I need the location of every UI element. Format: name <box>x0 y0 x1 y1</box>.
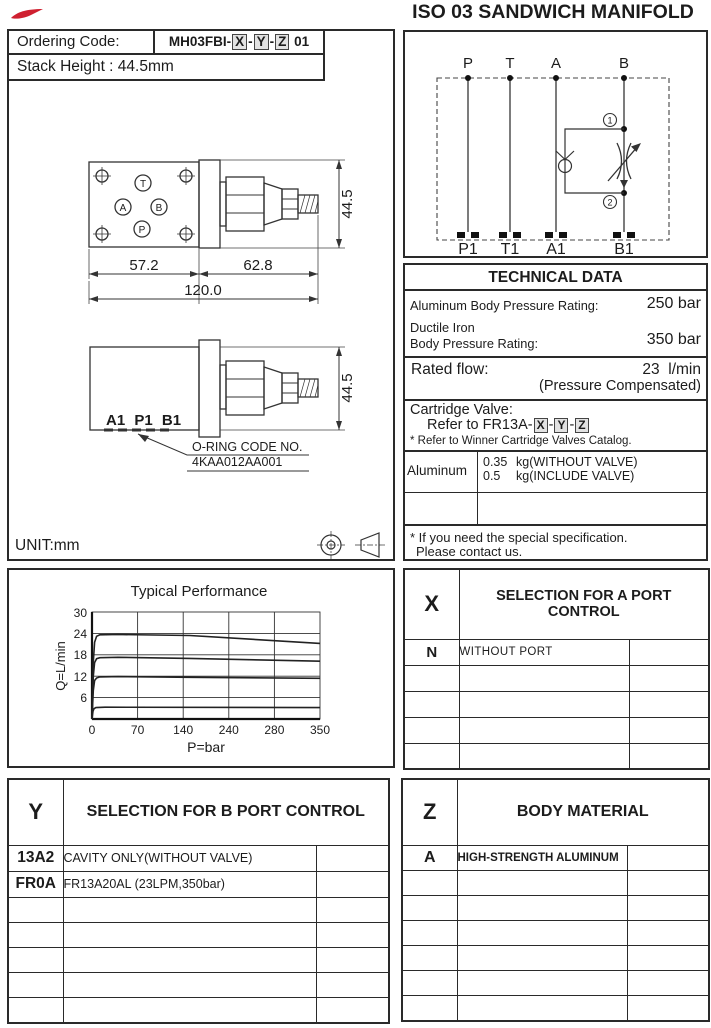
empty-cell <box>402 870 457 895</box>
xtick-70: 70 <box>130 723 145 737</box>
ytick-18: 18 <box>73 648 87 662</box>
sch-port-a: A <box>550 55 562 72</box>
empty-cell <box>316 998 389 1023</box>
stack-height-label: Stack Height : 44.5mm <box>9 55 325 81</box>
y-selection-table <box>7 778 390 1024</box>
performance-chart-panel <box>7 568 395 768</box>
empty-cell <box>629 665 709 691</box>
table-row <box>404 717 709 743</box>
chart-series-series-4 <box>92 707 320 719</box>
ref-dash1: - <box>548 417 554 433</box>
y-row-code: 13A2 <box>8 845 63 871</box>
table-row <box>8 897 389 922</box>
z-header-row <box>402 779 709 845</box>
sch-port-b: B <box>618 55 630 72</box>
divider <box>405 356 706 358</box>
pressure-compensated-note: (Pressure Compensated) <box>539 378 701 394</box>
empty-cell <box>457 870 627 895</box>
port-label-t: T <box>139 179 147 190</box>
chart-title: Typical Performance <box>130 583 268 600</box>
z-header-title: BODY MATERIAL <box>457 779 709 845</box>
code-seg-x: X <box>232 34 247 50</box>
flow-direction-arrow <box>620 180 628 188</box>
empty-cell <box>629 743 709 769</box>
dim-57-2: 57.2 <box>129 257 159 274</box>
empty-cell <box>629 717 709 743</box>
empty-cell <box>63 923 316 948</box>
ductile-label-2: Body Pressure Rating: <box>410 336 539 351</box>
y-row-code: FR0A <box>8 871 63 897</box>
weight-material-cell <box>405 452 478 524</box>
weight2-desc: kg(INCLUDE VALVE) <box>516 469 635 483</box>
xtick-240: 240 <box>218 723 239 737</box>
projection-cone-icon <box>355 533 385 557</box>
table-row <box>404 639 709 665</box>
weight2-qty: 0.5 <box>483 469 501 483</box>
table-row <box>402 870 709 895</box>
y-header-title: SELECTION FOR B PORT CONTROL <box>63 779 389 845</box>
empty-cell <box>402 895 457 920</box>
sch-port-t1: T1 <box>500 241 520 256</box>
z-row-code: A <box>402 845 457 870</box>
empty-cell <box>627 971 709 996</box>
z-row-desc: HIGH-STRENGTH ALUMINUM <box>457 845 627 870</box>
flow-number: 23 <box>642 361 660 378</box>
table-row <box>8 973 389 998</box>
empty-cell <box>627 946 709 971</box>
dim-120-0: 120.0 <box>184 282 222 299</box>
ductile-label-1: Ductile Iron <box>410 320 475 335</box>
z-header-code: Z <box>402 779 457 845</box>
ordering-code-label: Ordering Code: <box>9 31 155 55</box>
empty-cell <box>404 691 459 717</box>
empty-cell <box>457 971 627 996</box>
ytick-6: 6 <box>80 691 87 705</box>
empty-cell <box>402 996 457 1021</box>
ref-seg-y: Y <box>554 418 568 433</box>
empty-cell <box>459 717 629 743</box>
dim-44-5-top: 44.5 <box>339 189 356 219</box>
weight-material-label: Aluminum <box>407 463 468 478</box>
empty-cell <box>459 665 629 691</box>
empty-cell <box>402 921 457 946</box>
code-suffix: 01 <box>294 34 310 49</box>
code-seg-z: Z <box>275 34 289 50</box>
ductile-pressure-value: 350 bar <box>646 331 701 348</box>
node-2-label: 2 <box>607 197 613 208</box>
xtick-280: 280 <box>264 723 285 737</box>
empty-cell <box>404 717 459 743</box>
alu-pressure-label: Aluminum Body Pressure Rating: <box>410 298 599 313</box>
sch-port-b1: B1 <box>614 241 634 256</box>
ports-a1p1b1-label: A1 P1 B1 <box>106 412 182 429</box>
xtick-140: 140 <box>173 723 194 737</box>
table-row <box>402 921 709 946</box>
empty-cell <box>316 871 389 897</box>
port-label-p: P <box>138 225 146 236</box>
empty-cell <box>8 973 63 998</box>
x-header-code: X <box>404 569 459 639</box>
xtick-0: 0 <box>88 723 96 737</box>
contact-note-2: Please contact us. <box>416 544 523 559</box>
circuit-diagram-panel <box>403 30 708 258</box>
table-row <box>8 871 389 897</box>
projection-target-icon <box>317 531 345 559</box>
ref-seg-z: Z <box>575 418 588 433</box>
xtick-350: 350 <box>309 723 331 737</box>
dim-44-5-bottom: 44.5 <box>339 373 356 403</box>
chart-series-series-2 <box>92 657 320 719</box>
table-row <box>8 948 389 973</box>
empty-cell <box>404 665 459 691</box>
sch-port-a1: A1 <box>546 241 566 256</box>
cartridge-valve-label: Cartridge Valve: <box>410 402 513 418</box>
rated-flow-value <box>642 361 701 379</box>
circuit-diagram <box>405 32 706 256</box>
y-row-desc: CAVITY ONLY(WITHOUT VALVE) <box>63 845 316 871</box>
ordering-code-value <box>155 31 325 55</box>
port-block-icons <box>457 232 635 238</box>
x-row-code: N <box>404 639 459 665</box>
empty-cell <box>457 996 627 1021</box>
sch-port-t: T <box>505 55 515 72</box>
code-prefix: MH03FBI- <box>168 34 232 49</box>
table-row <box>8 845 389 871</box>
port-label-a: A <box>119 203 127 214</box>
table-row <box>404 665 709 691</box>
check-valve-icon <box>556 129 624 193</box>
technical-drawings <box>9 31 393 559</box>
y-header-code: Y <box>8 779 63 845</box>
empty-cell <box>627 870 709 895</box>
empty-cell <box>316 897 389 922</box>
x-selection-table <box>403 568 710 770</box>
port-label-b: B <box>155 203 163 214</box>
ytick-12: 12 <box>73 670 87 684</box>
empty-cell <box>457 895 627 920</box>
catalog-note: * Refer to Winner Cartridge Valves Catalog. <box>410 435 632 447</box>
contact-note-1: * If you need the special specification. <box>410 530 628 545</box>
chart-curves <box>92 635 320 720</box>
empty-cell <box>402 971 457 996</box>
empty-cell <box>316 948 389 973</box>
empty-cell <box>402 946 457 971</box>
weight-row-divider <box>405 492 706 493</box>
technical-data-header: TECHNICAL DATA <box>405 265 706 291</box>
empty-cell <box>629 639 709 665</box>
empty-cell <box>457 946 627 971</box>
unit-label: UNIT:mm <box>15 537 80 554</box>
x-header-title: SELECTION FOR A PORT CONTROL <box>459 569 709 639</box>
drawing-panel <box>7 29 395 561</box>
empty-cell <box>629 691 709 717</box>
table-row <box>404 691 709 717</box>
empty-cell <box>316 845 389 871</box>
empty-cell <box>63 998 316 1023</box>
empty-cell <box>316 973 389 998</box>
empty-cell <box>8 923 63 948</box>
empty-cell <box>627 895 709 920</box>
empty-cell <box>63 948 316 973</box>
oring-code-number: 4KAA012AA001 <box>192 455 283 469</box>
alu-pressure-value: 250 bar <box>646 295 701 312</box>
empty-cell <box>627 921 709 946</box>
empty-cell <box>404 743 459 769</box>
x-row-desc: WITHOUT PORT <box>459 639 629 665</box>
empty-cell <box>459 691 629 717</box>
code-dash1: - <box>248 34 253 49</box>
weight-line-1 <box>483 455 706 469</box>
empty-cell <box>627 996 709 1021</box>
ref-seg-x: X <box>534 418 548 433</box>
ref-dash2: - <box>569 417 575 433</box>
weight-table <box>405 450 706 526</box>
empty-cell <box>457 921 627 946</box>
table-row <box>402 946 709 971</box>
rated-flow-label: Rated flow: <box>411 361 489 378</box>
technical-data-panel <box>403 263 708 561</box>
chart-ylabel: Q=L/min <box>53 641 68 691</box>
node-markers <box>604 114 617 209</box>
page-title: ISO 03 SANDWICH MANIFOLD <box>412 1 694 23</box>
chart-xlabel: P=bar <box>187 739 225 755</box>
empty-cell <box>316 923 389 948</box>
y-header-row <box>8 779 389 845</box>
performance-chart <box>9 570 393 766</box>
table-row <box>402 971 709 996</box>
node-1-label: 1 <box>607 115 613 126</box>
oring-code-label: O-RING CODE NO. <box>192 440 303 454</box>
empty-cell <box>8 897 63 922</box>
flow-unit: l/min <box>668 361 701 378</box>
cartridge-ref-prefix: Refer to FR13A- <box>427 417 533 433</box>
cartridge-ref <box>427 417 590 433</box>
ytick-30: 30 <box>73 606 87 620</box>
weight-line-2 <box>483 469 706 483</box>
table-row <box>402 996 709 1021</box>
restrictor-arrowhead <box>631 143 641 152</box>
empty-cell <box>8 998 63 1023</box>
table-row <box>8 923 389 948</box>
table-row <box>402 895 709 920</box>
weight1-qty: 0.35 <box>483 455 508 469</box>
ytick-24: 24 <box>73 627 87 641</box>
sch-port-p: P <box>462 55 474 72</box>
code-seg-y: Y <box>254 34 269 50</box>
y-row-desc: FR13A20AL (23LPM,350bar) <box>63 871 316 897</box>
table-row <box>402 845 709 870</box>
empty-cell <box>627 845 709 870</box>
x-header-row <box>404 569 709 639</box>
sch-port-p1: P1 <box>458 241 478 256</box>
weight1-desc: kg(WITHOUT VALVE) <box>516 455 638 469</box>
code-dash2: - <box>269 34 275 49</box>
table-row <box>404 743 709 769</box>
dim-62-8: 62.8 <box>243 257 273 274</box>
empty-cell <box>63 973 316 998</box>
empty-cell <box>8 948 63 973</box>
weight-values-cell <box>478 452 706 492</box>
empty-cell <box>63 897 316 922</box>
z-selection-table <box>401 778 710 1022</box>
empty-cell <box>459 743 629 769</box>
table-row <box>8 998 389 1023</box>
divider <box>405 399 706 401</box>
brand-logo-icon <box>10 6 44 24</box>
